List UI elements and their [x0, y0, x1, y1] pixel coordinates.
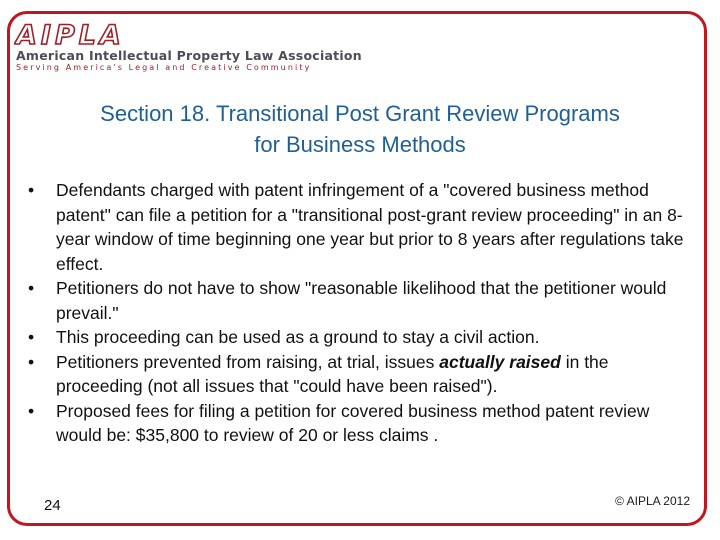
bullet-text: Petitioners do not have to show "reasonable likelihood that the petitioner would prevail.": [56, 278, 667, 323]
bullet-emphasis: actually raised: [439, 351, 561, 372]
page-number: 24: [44, 497, 61, 514]
bullet-text: Proposed fees for filing a petition for covered business method patent review would be: $35,800 to review of 20 or less claims .: [56, 400, 650, 445]
bullet-text: This proceeding can be used as a ground to stay a civil action.: [56, 327, 540, 347]
bullet-item: [28, 350, 688, 399]
bullet-item: [28, 178, 688, 276]
bullet-icon: •: [28, 180, 35, 200]
bullet-text: Defendants charged with patent infringement of a "covered business method patent" can file a petition for a "transitional post-grant review proceeding" in an 8-year window of time beginning one year but prior to 8 years after regulations take effect.: [56, 180, 684, 274]
aipla-logo: [14, 22, 362, 74]
bullet-icon: •: [28, 351, 35, 372]
bullet-icon: •: [28, 278, 35, 298]
bullet-text-after: in the proceeding (not all issues that "could have been raised").: [56, 351, 609, 396]
bullet-list: [28, 178, 688, 448]
bullet-icon: •: [28, 327, 35, 347]
aipla-logo-mark: [14, 22, 214, 50]
slide-title-line-1: Section 18. Transitional Post Grant Review Programs: [100, 101, 620, 126]
logo-organization-name: American Intellectual Property Law Association: [16, 48, 362, 63]
bullet-item: [28, 325, 688, 350]
bullet-text: [56, 352, 609, 397]
slide-title-line-2: for Business Methods: [254, 132, 466, 157]
bullet-text-before: Petitioners prevented from raising, at trial, issues: [56, 351, 440, 372]
slide-title: [40, 98, 680, 160]
copyright-notice: © AIPLA 2012: [615, 494, 690, 508]
bullet-item: [28, 276, 688, 325]
bullet-icon: •: [28, 400, 35, 421]
aipla-logo-wordmark: AIPLA: [16, 22, 125, 50]
bullet-item: [28, 399, 688, 448]
logo-tagline: Serving America's Legal and Creative Community: [16, 63, 312, 72]
